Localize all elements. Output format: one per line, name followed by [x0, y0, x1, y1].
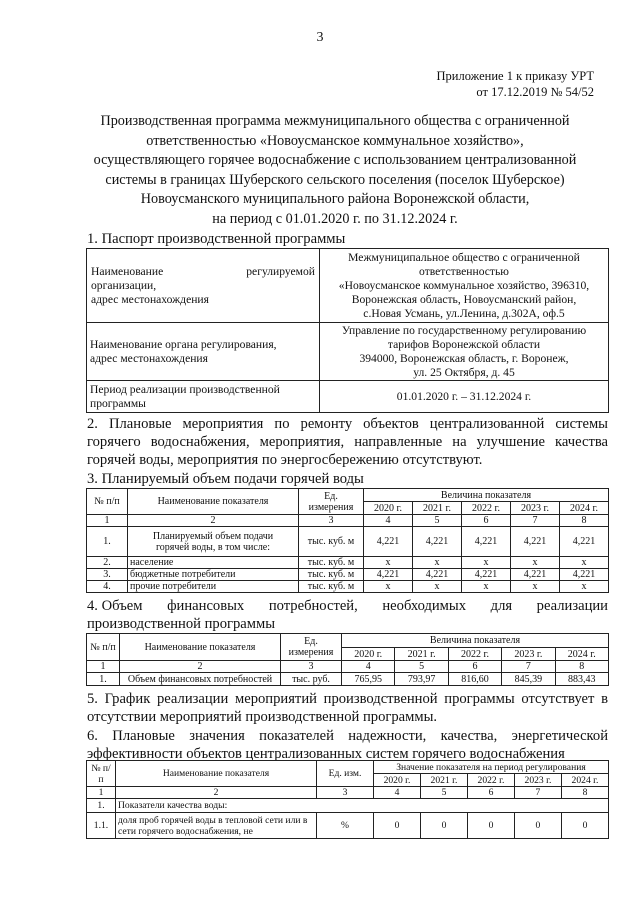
- title-line: системы в границах Шуберского сельского поселения (поселок Шуберское): [105, 171, 565, 188]
- index-cell: 7: [514, 787, 561, 799]
- table-row: [87, 557, 609, 569]
- row-name: прочие потребители: [128, 581, 299, 593]
- header-unit: Ед. изм.: [317, 761, 374, 787]
- index-cell: 4: [342, 661, 395, 673]
- section3-heading: 3. Планируемый объем подачи горячей воды: [87, 471, 364, 487]
- row-value: 0: [374, 813, 421, 839]
- financial-needs-table: [86, 633, 609, 686]
- row-value: х: [364, 581, 413, 593]
- value-line: с.Новая Усмань, ул.Ленина, д.302А, оф.5: [363, 306, 565, 320]
- header-num: № п/п: [87, 489, 128, 515]
- header-name: Наименование показателя: [116, 761, 317, 787]
- row-value: х: [462, 581, 511, 593]
- row-value: 4,221: [462, 569, 511, 581]
- supply-volume-table: [86, 488, 609, 593]
- text-line: 5. График реализации мероприятий производственной программы отсутствует в: [87, 691, 608, 707]
- row-value: 4,221: [364, 527, 413, 557]
- row-value: 4,221: [413, 569, 462, 581]
- row-value: 4,221: [511, 569, 560, 581]
- index-cell: 5: [420, 787, 467, 799]
- header-name: Наименование показателя: [128, 489, 299, 515]
- row-unit: тыс. куб. м: [299, 527, 364, 557]
- index-cell: 3: [299, 515, 364, 527]
- header-year: 2021 г.: [395, 648, 448, 661]
- passport-value: 01.01.2020 г. – 31.12.2024 г.: [320, 381, 609, 413]
- header-year: 2024 г.: [555, 648, 608, 661]
- row-value: 793,97: [395, 673, 448, 686]
- heading-word: необходимых: [382, 598, 467, 614]
- table-row: [87, 527, 609, 557]
- row-unit: тыс. куб. м: [299, 569, 364, 581]
- row-value: 845,39: [502, 673, 555, 686]
- header-num: № п/п: [87, 634, 120, 661]
- row-name: [128, 527, 299, 557]
- label-line: адрес местонахождения: [90, 351, 208, 365]
- row-value: 4,221: [560, 527, 609, 557]
- value-line: ул. 25 Октября, д. 45: [413, 365, 515, 379]
- table-row: [87, 673, 609, 686]
- value-line: Межмуниципальное общество с ограниченной: [348, 250, 580, 264]
- title-line: Производственная программа межмуниципального общества с ограниченной: [100, 113, 570, 129]
- text-line: горячей воды, мероприятия по энергосбережению отсутствуют.: [87, 452, 483, 468]
- group-row: [87, 799, 609, 813]
- index-row: [87, 515, 609, 527]
- label-line: Наименование органа регулирования,: [90, 337, 277, 351]
- index-row: [87, 787, 609, 799]
- row-num: 1.: [87, 799, 116, 813]
- value-line: ответственностью: [419, 264, 509, 278]
- index-cell: 3: [281, 661, 342, 673]
- name-line: Планируемый объем подачи: [152, 530, 274, 542]
- passport-table: [86, 248, 609, 413]
- index-cell: 2: [120, 661, 281, 673]
- header-year: 2022 г.: [467, 774, 514, 787]
- label-line: организации,: [91, 278, 157, 292]
- heading-word: для: [490, 598, 513, 614]
- section5-text: [87, 690, 608, 726]
- row-value: х: [560, 581, 609, 593]
- passport-value: [320, 323, 609, 381]
- heading-word: финансовых: [167, 598, 245, 614]
- table-row: [87, 323, 609, 381]
- index-cell: 3: [317, 787, 374, 799]
- title-line: осуществляющего горячее водоснабжение с использованием централизованной: [93, 152, 577, 168]
- index-cell: 2: [128, 515, 299, 527]
- row-value: 0: [561, 813, 608, 839]
- row-value: х: [462, 557, 511, 569]
- row-unit: тыс. руб.: [281, 673, 342, 686]
- index-cell: 2: [116, 787, 317, 799]
- header-year: 2023 г.: [511, 502, 560, 515]
- header-value: Величина показателя: [364, 489, 609, 502]
- index-cell: 8: [560, 515, 609, 527]
- passport-label: [87, 323, 320, 381]
- index-cell: 4: [374, 787, 421, 799]
- value-line: «Новоусманское коммунальное хозяйство, 396310,: [338, 278, 590, 292]
- name-line: горячей воды, в том числе:: [155, 541, 271, 553]
- row-value: 4,221: [462, 527, 511, 557]
- label-line: Период реализации производственной: [90, 382, 280, 396]
- row-name: Объем финансовых потребностей: [120, 673, 281, 686]
- page-number: 3: [316, 30, 324, 45]
- annex-reference: [437, 68, 595, 100]
- row-value: 883,43: [555, 673, 608, 686]
- header-year: 2020 г.: [364, 502, 413, 515]
- section6-text: [87, 727, 608, 763]
- header-name: Наименование показателя: [120, 634, 281, 661]
- row-unit: тыс. куб. м: [299, 581, 364, 593]
- row-value: х: [511, 557, 560, 569]
- header-unit: Ед. измерения: [299, 489, 364, 515]
- row-num: 3.: [87, 569, 128, 581]
- label-line: адрес местонахождения: [91, 292, 209, 306]
- label-line: программы: [90, 396, 146, 410]
- header-year: 2020 г.: [374, 774, 421, 787]
- index-cell: 1: [87, 787, 116, 799]
- index-cell: 6: [467, 787, 514, 799]
- index-cell: 6: [462, 515, 511, 527]
- row-value: х: [413, 581, 462, 593]
- heading-line: производственной программы: [87, 616, 276, 632]
- section4-heading: [87, 597, 608, 633]
- label-word: регулируемой: [246, 264, 315, 278]
- header-year: 2024 г.: [560, 502, 609, 515]
- table-row: [87, 569, 609, 581]
- header-year: 2023 г.: [502, 648, 555, 661]
- header-year: 2023 г.: [514, 774, 561, 787]
- header-year: 2022 г.: [448, 648, 501, 661]
- passport-value: [320, 249, 609, 323]
- section2-text: [87, 415, 608, 469]
- text-line: эффективности объектов централизованных систем горячего водоснабжения: [87, 746, 565, 762]
- row-value: 0: [514, 813, 561, 839]
- index-cell: 5: [413, 515, 462, 527]
- header-year: 2021 г.: [413, 502, 462, 515]
- row-num: 2.: [87, 557, 128, 569]
- row-name: доля проб горячей воды в тепловой сети или в сети горячего водоснабжения, не: [116, 813, 317, 839]
- indicators-table: [86, 760, 609, 839]
- row-value: 816,60: [448, 673, 501, 686]
- header-year: 2020 г.: [342, 648, 395, 661]
- passport-label: [87, 381, 320, 413]
- row-unit: тыс. куб. м: [299, 557, 364, 569]
- text-line: 6. Плановые значения показателей надежности, качества, энергетической: [87, 728, 608, 744]
- table-row: [87, 381, 609, 413]
- header-value: Величина показателя: [342, 634, 609, 648]
- row-value: х: [511, 581, 560, 593]
- row-value: х: [560, 557, 609, 569]
- row-name: бюджетные потребители: [128, 569, 299, 581]
- row-num: 1.: [87, 673, 120, 686]
- index-cell: 7: [502, 661, 555, 673]
- text-line: 2. Плановые мероприятия по ремонту объектов централизованной системы: [87, 416, 608, 432]
- table-row: [87, 249, 609, 323]
- row-value: 0: [467, 813, 514, 839]
- table-header-row: [87, 761, 609, 774]
- title-line: ответственностью «Новоусманское коммунальное хозяйство»,: [146, 132, 524, 149]
- row-value: х: [413, 557, 462, 569]
- row-value: 4,221: [413, 527, 462, 557]
- row-value: х: [364, 557, 413, 569]
- header-year: 2024 г.: [561, 774, 608, 787]
- row-num: 1.1.: [87, 813, 116, 839]
- heading-word: потребностей,: [268, 598, 358, 614]
- text-line: горячего водоснабжения, мероприятия, направленные на улучшение качества: [87, 434, 608, 450]
- index-cell: 1: [87, 515, 128, 527]
- heading-word: 4. Объем: [87, 598, 143, 614]
- value-line: 394000, Воронежская область, г. Воронеж,: [359, 351, 569, 365]
- index-cell: 4: [364, 515, 413, 527]
- index-cell: 1: [87, 661, 120, 673]
- document-title: [70, 112, 600, 229]
- row-value: 4,221: [511, 527, 560, 557]
- value-line: Воронежская область, Новоусманский район,: [351, 292, 577, 306]
- header-year: 2022 г.: [462, 502, 511, 515]
- row-value: 4,221: [364, 569, 413, 581]
- index-cell: 6: [448, 661, 501, 673]
- row-unit: %: [317, 813, 374, 839]
- value-line: Управление по государственному регулированию: [341, 323, 587, 337]
- label-word: Наименование: [91, 264, 164, 278]
- annex-line: Приложение 1 к приказу УРТ: [436, 69, 594, 83]
- row-value: 0: [420, 813, 467, 839]
- table-row: [87, 581, 609, 593]
- row-num: 1.: [87, 527, 128, 557]
- index-cell: 8: [555, 661, 608, 673]
- header-value: Значение показателя на период регулирования: [374, 761, 609, 774]
- row-value: 765,95: [342, 673, 395, 686]
- group-name: Показатели качества воды:: [116, 799, 609, 813]
- passport-label: [87, 249, 320, 323]
- table-header-row: [87, 634, 609, 648]
- table-header-row: [87, 489, 609, 502]
- index-cell: 5: [395, 661, 448, 673]
- header-unit: Ед. измерения: [281, 634, 342, 661]
- annex-date-line: от 17.12.2019 № 54/52: [476, 85, 594, 99]
- index-cell: 7: [511, 515, 560, 527]
- header-num: № п/п: [87, 761, 116, 787]
- index-row: [87, 661, 609, 673]
- header-year: 2021 г.: [420, 774, 467, 787]
- value-line: тарифов Воронежской области: [387, 337, 541, 351]
- row-name: население: [128, 557, 299, 569]
- title-line: на период с 01.01.2020 г. по 31.12.2024 г.: [212, 210, 458, 227]
- row-value: 4,221: [560, 569, 609, 581]
- index-cell: 8: [561, 787, 608, 799]
- section1-heading: 1. Паспорт производственной программы: [87, 231, 346, 247]
- table-row: [87, 813, 609, 839]
- heading-word: реализации: [536, 598, 608, 614]
- row-num: 4.: [87, 581, 128, 593]
- text-line: отсутствии мероприятий производственной программы.: [87, 709, 438, 725]
- title-line: Новоусманского муниципального района Воронежской области,: [140, 191, 530, 207]
